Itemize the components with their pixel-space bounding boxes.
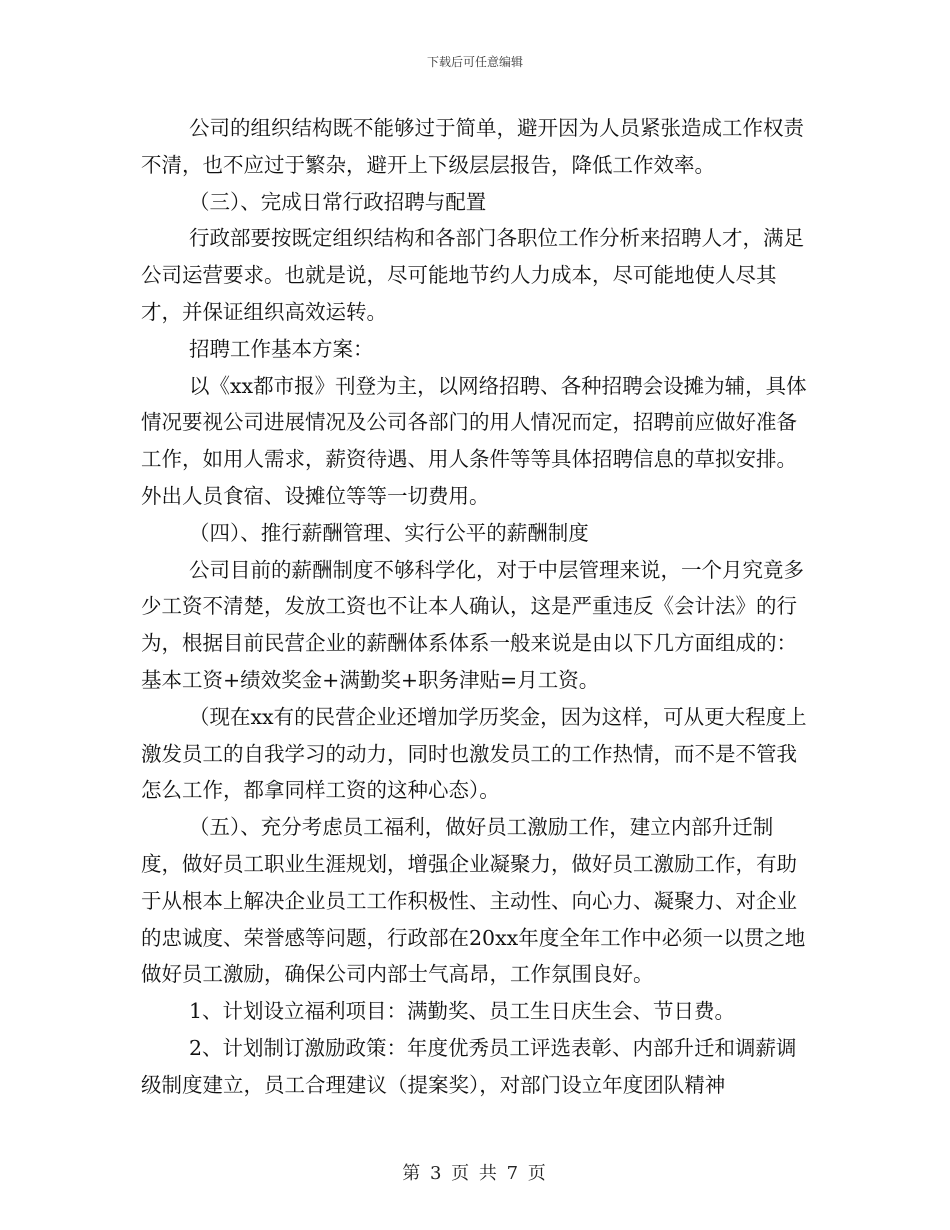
document-body bbox=[141, 110, 811, 1104]
paragraph-recruitment: 行政部要按既定组织结构和各部门各职位工作分析来招聘人才，满足公司运营要求。也就是说，尽可能地节约人力成本，尽可能地使人尽其才，并保证组织高效运转。 bbox=[141, 226, 804, 324]
paragraph-welfare-items: 1、计划设立福利项目：满勤奖、员工生日庆生会、节日费。 bbox=[189, 999, 736, 1024]
section-heading-3: （三）、完成日常行政招聘与配置 bbox=[189, 189, 487, 214]
paragraph-org-structure: 公司的组织结构既不能够过于简单，避开因为人员紧张造成工作权责不清，也不应过于繁杂，避开上下级层层报告，降低工作效率。 bbox=[141, 116, 804, 177]
section-heading-5: （五）、充分考虑员工福利，做好员工激励工作，建立内部升迁制度，做好员工职业生涯规划，增强企业凝聚力，做好员工激励工作，有助于从根本上解决企业员工工作积极性、主动性、向心力、凝聚力、对企业的忠诚度、荣誉感等问题，行政部在20xx年度全年工作中必须一以贯之地做好员工激励，确保公司内部士气高昂，工作氛围良好。 bbox=[141, 815, 806, 987]
page-footer: 第 3 页 共 7 页 bbox=[402, 1163, 548, 1184]
paragraph-salary: 公司目前的薪酬制度不够科学化，对于中层管理来说，一个月究竟多少工资不清楚，发放工资也不让本人确认，这是严重违反《会计法》的行为，根据目前民营企业的薪酬体系体系一般来说是由以下几方面组成的：基本工资+绩效奖金+满勤奖+职务津贴=月工资。 bbox=[141, 557, 804, 692]
paragraph-recruitment-plan: 以《xx都市报》刊登为主，以网络招聘、各种招聘会设摊为辅，具体情况要视公司进展情况及公司各部门的用人情况而定，招聘前应做好准备工作，如用人需求，薪资待遇、用人条件等等具体招聘信息的草拟安排。外出人员食宿、设摊位等等一切费用。 bbox=[141, 373, 807, 508]
paragraph-incentive-policy: 2、计划制订激励政策：年度优秀员工评选表彰、内部升迁和调薪调级制度建立，员工合理建议（提案奖），对部门设立年度团队精神 bbox=[141, 1035, 797, 1097]
paragraph-recruitment-plan-title: 招聘工作基本方案： bbox=[189, 336, 374, 361]
section-heading-4: （四）、推行薪酬管理、实行公平的薪酬制度 bbox=[189, 520, 589, 545]
page-header: 下载后可任意编辑 bbox=[426, 55, 523, 69]
paragraph-salary-note: （现在xx有的民营企业还增加学历奖金，因为这样，可从更大程度上激发员工的自我学习的动力，同时也激发员工的工作热情，而不是不管我怎么工作，都拿同样工资的这种心态）。 bbox=[141, 704, 807, 803]
